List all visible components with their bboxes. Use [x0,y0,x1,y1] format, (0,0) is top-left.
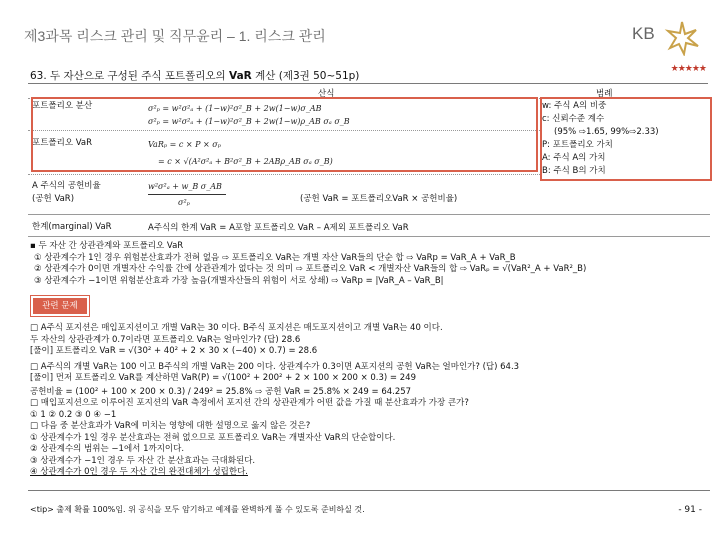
problem-line: ① 상관계수가 1일 경우 분산효과는 전혀 없으므로 포트폴리오 VaR는 개별자산 VaR의 단순합이다. [30,432,396,443]
column-header-legend: 범례 [596,89,613,99]
problem-line: [풀이] 포트폴리오 VaR = √(30² + 40² + 2 × 30 × (−40) × 0.7) = 28.6 [30,346,318,356]
question-number: 63. [30,70,47,82]
problem-line: ④ 상관계수가 0인 경우 두 자산 간의 완전대체가 성립한다. [30,467,248,477]
formula-contribution-denominator: σ²ₚ [178,198,190,207]
importance-stars: ★★★★★ [670,64,706,74]
highlight-box-formulas [31,97,538,172]
row-label-contribution-line1: A 주식의 공헌비율 [32,181,101,191]
footer-tip: <tip> 출제 확률 100%임. 위 공식을 모두 암기하고 예제를 완벽하게 풀 수 있도록 준비하실 것. [30,505,365,514]
question-text-c: 계산 (제3권 50~51p) [251,70,360,82]
question-title [30,68,359,83]
legend-item: B: 주식 B의 가치 [542,166,606,176]
row-divider-4 [28,236,710,237]
formula-variance-2: σ²ₚ = w²σ²ₐ + (1−w)²σ²_B + 2w(1−w)ρ_AB σₐ σ_B [148,117,350,126]
related-problems-badge: 관련 문제 [31,296,89,316]
note-line: ① 상관계수가 1인 경우 위험분산효과가 전혀 없음 ⇨ 포트폴리오 VaR는 개별 자산 VaR들의 단순 합 ⇨ VaRp = VaR_A + VaR_B [34,252,516,263]
problem-line: □ 매입포지션으로 이루어진 포지션의 VaR 측정에서 포지션 간의 상관관계가 어떤 값을 가질 때 분산효과가 가장 큰가? [30,398,469,408]
row-label-portfolio-var: 포트폴리오 VaR [32,138,93,148]
problem-line: ① 1 ② 0.2 ③ 0 ④ −1 [30,409,117,420]
problem-line: □ 다음 중 분산효과가 VaR에 미치는 영향에 대한 설명으로 옳지 않은 것은? [30,421,311,431]
note-line: ② 상관계수가 0이면 개별자산 수익률 간에 상관관계가 없다는 것 의미 ⇨ 포트폴리오 VaR < 개별자산 VaR들의 합 ⇨ VaRₚ = √(VaR²_A + VaR²_B) [34,264,587,274]
kb-logo-text: KB [632,24,655,43]
problem-line: 공헌비율 = (100² + 100 × 200 × 0.3) / 249² = 25.8% ⇨ 공헌 VaR = 25.8% × 249 = 64.257 [30,386,412,397]
note-line: ▪ 두 자산 간 상관관계와 포트폴리오 VaR [30,241,184,251]
question-text-b: VaR [229,70,252,82]
legend-item: P: 포트폴리오 가치 [542,140,613,150]
problem-line: 두 자산의 상관관계가 0.7이라면 포트폴리오 VaR는 얼마인가? (답) 28.6 [30,334,301,345]
problem-line: [풀이] 먼저 포트폴리오 VaR를 계산하면 VaR(P) = √(100² + 200² + 2 × 100 × 200 × 0.3) = 249 [30,373,416,383]
problem-line: □ A주식의 개별 VaR는 100 이고 B주식의 개별 VaR는 200 이다. 상관계수가 0.3이면 A포지션의 공헌 VaR는 얼마인가? (답) 64.3 [30,361,520,372]
page-number: - 91 - [678,505,702,515]
fraction-bar [148,194,226,195]
row-label-contribution-line2: (공헌 VaR) [32,194,75,204]
marginal-var-formula: A주식의 한계 VaR = A포함 포트폴리오 VaR – A제외 포트폴리오 VaR [148,223,409,233]
bottom-divider [28,490,710,491]
top-divider [28,83,708,84]
contribution-note: (공헌 VaR = 포트폴리오VaR × 공헌비율) [300,194,458,204]
legend-item: (95% ⇨1.65, 99%⇨2.33) [554,127,659,137]
problem-line: ② 상관계수의 범위는 −1에서 1까지이다. [30,444,185,454]
row-divider-2 [28,174,540,175]
legend-item: c: 신뢰수준 계수 [542,114,605,124]
slide-title: 제3과목 리스크 관리 및 직무윤리 – 1. 리스크 관리 [24,28,326,44]
row-label-portfolio-variance: 포트폴리오 분산 [32,101,93,111]
problems-list [30,323,519,479]
problem-line: ③ 상관계수가 −1인 경우 두 자산 간 분산효과는 극대화된다. [30,455,256,466]
formula-var-2: = c × √(A²σ²ₐ + B²σ²_B + 2ABρ_AB σₐ σ_B) [158,157,333,166]
formula-variance-1: σ²ₚ = w²σ²ₐ + (1−w)²σ²_B + 2w(1−w)σ_AB [148,104,322,113]
formula-var-1: VaRₚ = c × P × σₚ [148,140,221,149]
problem-line: □ A주식 포지션은 매입포지션이고 개별 VaR는 30 이다. B주식 포지션은 매도포지션이고 개별 VaR는 40 이다. [30,323,443,333]
legend-item: A: 주식 A의 가치 [542,153,606,163]
note-line: ③ 상관계수가 −1이면 위험분산효과 가장 높음(개별자산들의 위험이 서로 상쇄) ⇨ VaRp = |VaR_A – VaR_B| [34,275,444,286]
row-divider-3 [28,214,710,215]
row-label-marginal-var: 한계(marginal) VaR [32,222,112,232]
kb-star-icon [630,16,702,56]
legend-item: w: 주식 A의 비중 [542,101,607,111]
correlation-notes [30,241,586,287]
kb-logo [630,16,702,56]
question-text-a: 두 자산으로 구성된 주식 포트폴리오의 [50,70,230,82]
formula-contribution-numerator: w²σ²ₐ + w_B σ_AB [148,182,222,191]
column-header-formula: 산식 [318,89,335,99]
legend [542,100,659,178]
